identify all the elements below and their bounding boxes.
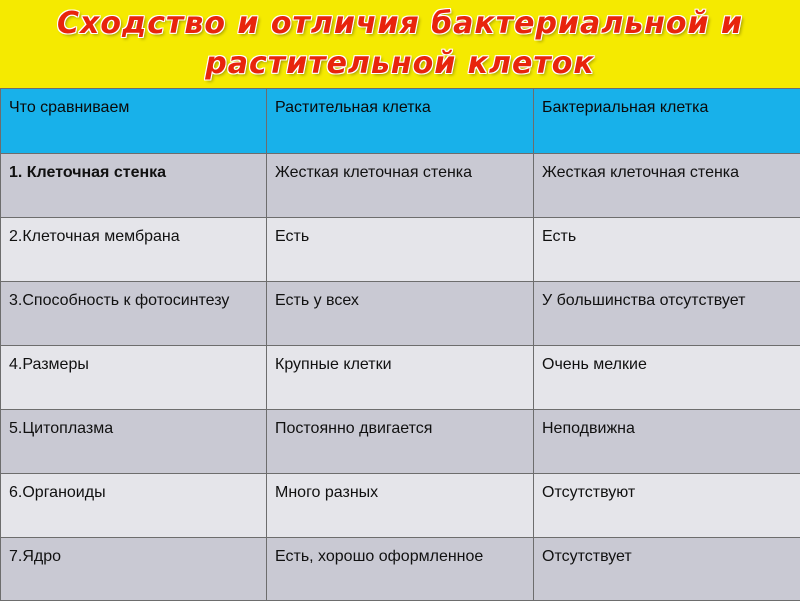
header-bacterial-cell: Бактериальная клетка xyxy=(534,89,800,154)
row-bacterial-value: Жесткая клеточная стенка xyxy=(534,154,800,218)
row-bacterial-value: Отсутствует xyxy=(534,538,800,601)
row-feature: 7.Ядро xyxy=(1,538,267,601)
row-plant-value: Постоянно двигается xyxy=(267,410,534,474)
row-plant-value: Есть у всех xyxy=(267,282,534,346)
table-row xyxy=(1,346,800,410)
table-row xyxy=(1,474,800,538)
table-row xyxy=(1,218,800,282)
row-plant-value: Жесткая клеточная стенка xyxy=(267,154,534,218)
table-header-row xyxy=(1,89,800,154)
header-plant-cell: Растительная клетка xyxy=(267,89,534,154)
row-feature: 3.Способность к фотосинтезу xyxy=(1,282,267,346)
table-row xyxy=(1,538,800,601)
row-bacterial-value: Очень мелкие xyxy=(534,346,800,410)
row-bacterial-value: Отсутствуют xyxy=(534,474,800,538)
row-feature: 2.Клеточная мембрана xyxy=(1,218,267,282)
row-plant-value: Есть xyxy=(267,218,534,282)
slide-title-line-1: Сходство и отличия бактериальной и xyxy=(0,4,800,44)
row-plant-value: Крупные клетки xyxy=(267,346,534,410)
row-bacterial-value: Неподвижна xyxy=(534,410,800,474)
row-feature: 4.Размеры xyxy=(1,346,267,410)
table-row xyxy=(1,282,800,346)
row-bacterial-value: Есть xyxy=(534,218,800,282)
slide-title xyxy=(0,0,800,88)
table-row xyxy=(1,410,800,474)
row-bacterial-value: У большинства отсутствует xyxy=(534,282,800,346)
comparison-table xyxy=(0,88,800,601)
row-plant-value: Есть, хорошо оформленное xyxy=(267,538,534,601)
row-plant-value: Много разных xyxy=(267,474,534,538)
row-feature: 1. Клеточная стенка xyxy=(1,154,267,218)
slide-title-line-2: растительной клеток xyxy=(0,44,800,84)
row-feature: 6.Органоиды xyxy=(1,474,267,538)
table-row xyxy=(1,154,800,218)
header-what-compared: Что сравниваем xyxy=(1,89,267,154)
row-feature: 5.Цитоплазма xyxy=(1,410,267,474)
